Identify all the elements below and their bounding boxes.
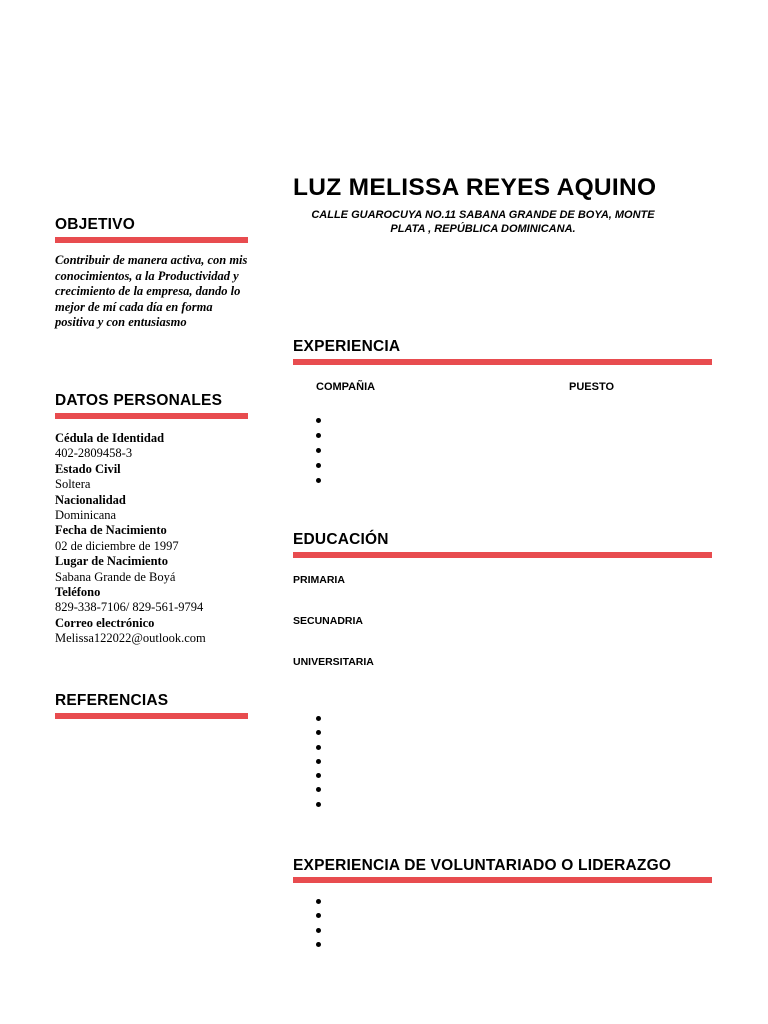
volunteer-heading: EXPERIENCIA DE VOLUNTARIADO O LIDERAZGO xyxy=(293,857,672,874)
objective-text: Contribuir de manera activa, con mis conocimientos, a la Productividad y crecimiento de la empresa, dando lo mejor de mí cada día en forma positiva y con entusiasmo xyxy=(55,253,248,329)
personal-field-label: Lugar de Nacimiento xyxy=(55,554,168,569)
personal-field-value: Sabana Grande de Boyá xyxy=(55,569,176,584)
personal-field-value: Melissa122022@outlook.com xyxy=(55,631,206,646)
resume-address: CALLE GUAROCUYA NO.11 SABANA GRANDE DE BOYA, MONTE PLATA , REPÚBLICA DOMINICANA. xyxy=(311,209,655,235)
references-heading: REFERENCIAS xyxy=(55,692,169,709)
objective-heading: OBJETIVO xyxy=(55,216,135,233)
personal-field-value: 829-338-7106/ 829-561-9794 xyxy=(55,600,204,615)
personal-data-divider xyxy=(55,413,248,419)
company-label: COMPAÑIA xyxy=(316,381,376,393)
education-divider xyxy=(293,552,712,558)
personal-data-heading: DATOS PERSONALES xyxy=(55,392,223,409)
personal-data-list xyxy=(55,431,265,647)
objective-divider xyxy=(55,237,248,243)
personal-field-value: Soltera xyxy=(55,477,91,492)
education-heading: EDUCACIÓN xyxy=(293,531,389,548)
experience-heading: EXPERIENCIA xyxy=(293,338,401,355)
personal-field-label: Cédula de Identidad xyxy=(55,431,165,445)
personal-field-value: Dominicana xyxy=(55,508,117,523)
references-divider xyxy=(55,713,248,719)
personal-field-label: Fecha de Nacimiento xyxy=(55,523,167,538)
personal-field-label: Nacionalidad xyxy=(55,492,126,507)
personal-field-label: Estado Civil xyxy=(55,461,121,476)
personal-field-label: Teléfono xyxy=(55,585,101,600)
personal-field-value: 402-2809458-3 xyxy=(55,446,133,461)
experience-divider xyxy=(293,359,712,365)
education-level-secondary: SECUNADRIA xyxy=(293,615,364,627)
education-level-university: UNIVERSITARIA xyxy=(293,656,374,668)
volunteer-divider xyxy=(293,877,712,883)
resume-name: LUZ MELISSA REYES AQUINO xyxy=(293,174,657,201)
education-level-primary: PRIMARIA xyxy=(293,574,345,586)
personal-field-label: Correo electrónico xyxy=(55,615,155,630)
position-label: PUESTO xyxy=(569,381,615,393)
personal-field-value: 02 de diciembre de 1997 xyxy=(55,538,179,553)
